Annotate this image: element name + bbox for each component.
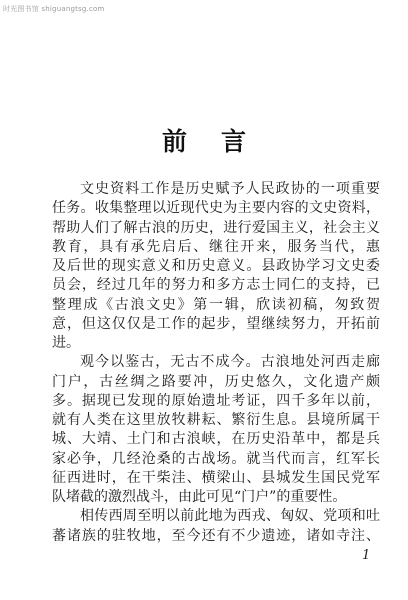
text-line: 文史资料工作是历史赋予人民政协的一项重要 <box>80 181 380 197</box>
text-line: 进。 <box>52 335 80 351</box>
page-number: 1 <box>362 548 371 563</box>
text-line: 征西进时，在干柴洼、横梁山、县城发生国民党军 <box>52 469 380 486</box>
text-line: 就有人类在这里放牧耕耘、繁衍生息。县境所属干 <box>52 412 380 428</box>
text-line: 帮助人们了解古浪的历史，进行爱国主义，社会主义 <box>52 219 380 236</box>
text-line: 教育，具有承先启后、继往开来，服务当代，惠 <box>52 238 380 255</box>
text-line: 及后世的现实意义和历史意义。县政协学习文史委 <box>52 258 380 274</box>
text-line: 相传西周至明以前此地为西戎、匈奴、党项和吐 <box>80 508 380 525</box>
text-line: 队堵截的激烈战斗，由此可见“门户”的重要性。 <box>52 489 347 505</box>
text-line: 观今以鉴古，无古不成今。古浪地处河西走廊 <box>80 354 380 371</box>
text-line: 城、大靖、土门和古浪峡，在历史沿革中，都是兵 <box>52 431 380 448</box>
text-line: 蕃诸族的驻牧地，至今还有不少遗迹，诸如寺注、 <box>52 527 380 544</box>
text-line: 整理成《古浪文史》第一辑，欣读初稿，匆致贺 <box>52 296 380 313</box>
text-line: 门户，古丝绸之路要冲，历史悠久，文化遗产颇 <box>52 373 380 390</box>
text-line: 任务。收集整理以近现代史为主要内容的文史资料， <box>52 200 380 217</box>
watermark: 时光图书馆 shiguangtsg.com <box>3 5 105 13</box>
text-line: 意，但这仅仅是工作的起步，望继续努力，开拓前 <box>52 315 380 332</box>
text-line: 员会，经过几年的努力和多方志士同仁的支持，已 <box>52 277 380 294</box>
text-line: 家必争，几经沧桑的古战场。就当代而言，红军长 <box>52 450 380 467</box>
body-text <box>52 180 380 546</box>
text-line: 多。据现已发现的原始遗址考证，四千多年以前， <box>52 392 380 409</box>
page-title: 前言 <box>161 127 280 156</box>
